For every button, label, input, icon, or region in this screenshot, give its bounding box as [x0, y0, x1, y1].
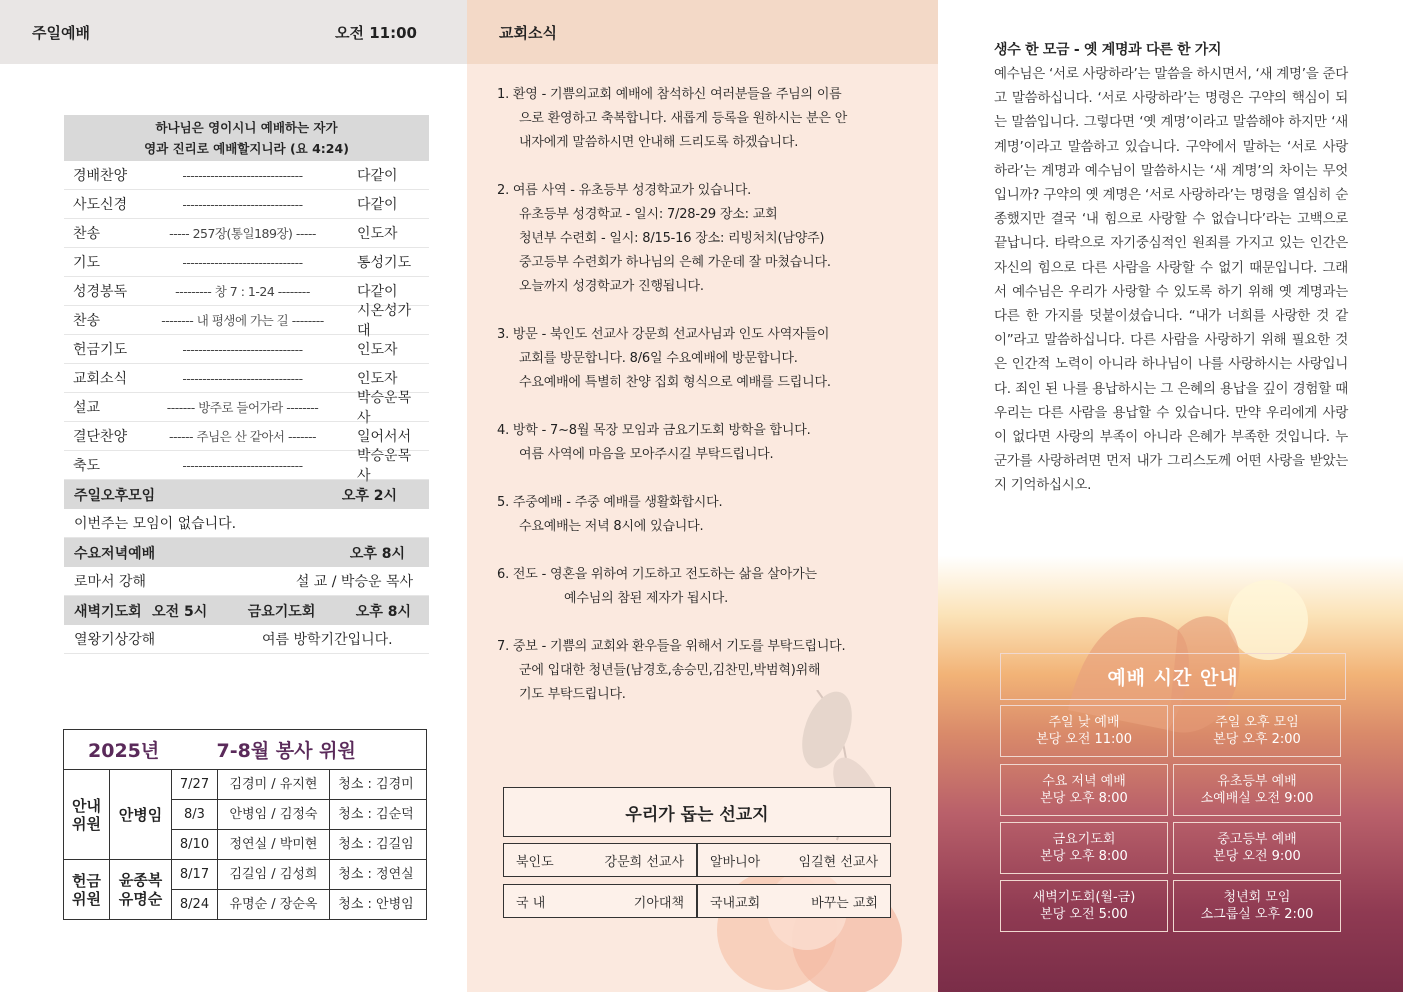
order-item-name: 교회소식 — [73, 371, 128, 387]
church-news-title: 교회소식 — [499, 23, 557, 42]
schedule-item — [1000, 880, 1168, 932]
afternoon-meeting-note-text: 이번주는 모임이 없습니다. — [74, 516, 237, 532]
worship-order-row — [64, 248, 429, 277]
order-item-detail: -------- 내 평생에 가는 길 -------- — [161, 313, 324, 328]
wednesday-worship-header — [64, 538, 429, 567]
order-item-detail: ------------------------------ — [182, 196, 303, 212]
mission-item — [697, 884, 891, 918]
news-item — [497, 563, 917, 611]
service-date: 8/3 — [172, 800, 218, 830]
essay-body: 예수님은 ‘서로 사랑하라’는 말씀을 하시면서, ‘새 계명’을 준다고 말씀하십니다. ‘서로 사랑하라’는 명령은 구약의 핵심이 되는 말씀입니다. 그렇다면 ‘옛 계명’이라고 말씀해야 하지만 ‘새 계명’이라고 말씀하고 있습니다. 구약에서 말하는 ‘서로 사랑하라’는 계명과 예수님이 말씀하시는 ‘새 계명’의 차이는 무엇입니까? 구약의 옛 계명은 ‘서로 사랑하라’는 명령을 열심히 순종했지만 결국 ‘내 힘으로 사랑할 수 없습니다’라는 고백으로 끝납니다. 타락으로 자기중심적인 원죄를 가지고 있는 인간은 자신의 힘으로 다른 사람을 사랑할 수 없기 때문입니다. 그래서 예수님은 우리가 사랑할 수 있도록 하기 위해 옛 계명과는 다른 한 가지를 덧붙이셨습니다. “내가 너희를 사랑한 것 같이”라고 말씀하십니다. 다른 사람을 사랑하기 위해 필요한 것은 인간적 노력이 아니라 하나님이 나를 사랑하시는 사랑입니다. 죄인 된 나를 용납하시는 그 은혜의 용납을 깊이 경험할 때 우리는 다른 사람을 용납할 수 있습니다. 만약 우리에게 사랑이 없다면 사랑의 부족이 아니라 은혜가 부족한 것입니다. 누군가를 사랑하려면 먼저 내가 그리스도께 어떤 사랑을 받았는지 기억하십시오. — [994, 66, 1348, 494]
order-item-name: 성경봉독 — [73, 284, 128, 300]
mission-partner: 기아대책 — [633, 895, 684, 911]
offering-committee-names: 윤종복 유명순 — [110, 860, 172, 920]
schedule-item — [1000, 764, 1168, 816]
order-item-leader: 다같이 — [357, 168, 398, 184]
schedule-item-time: 소예배실 오전 9:00 — [1200, 791, 1314, 806]
verse-line-2: 영과 진리로 예배할지니라 (요 4:24) — [144, 141, 349, 156]
table-row — [218, 860, 427, 890]
service-date: 8/10 — [172, 830, 218, 860]
news-line: 6. 전도 - 영혼을 위하여 기도하고 전도하는 삶을 살아가는 — [497, 567, 817, 582]
news-item — [497, 323, 917, 395]
afternoon-meeting-note — [64, 509, 429, 538]
service-cleaning: 청소 : 정연실 — [338, 867, 414, 882]
order-item-name: 사도신경 — [73, 197, 128, 213]
wednesday-sermon-series: 로마서 강해 — [74, 574, 147, 590]
dawn-prayer-header — [64, 596, 429, 625]
service-cleaning: 청소 : 김길임 — [338, 837, 414, 852]
schedule-item-name: 유초등부 예배 — [1217, 774, 1297, 789]
church-news-list — [497, 83, 917, 731]
afternoon-meeting-title: 주일오후모임 — [74, 487, 156, 504]
schedule-item-time: 본당 오전 5:00 — [1040, 907, 1128, 922]
essay-section — [994, 38, 1348, 498]
afternoon-meeting-header — [64, 480, 429, 509]
order-item-name: 설교 — [73, 400, 101, 416]
schedule-item-time: 본당 오후 8:00 — [1040, 849, 1128, 864]
order-item-leader: 다같이 — [357, 284, 398, 300]
order-item-detail: ------ 주님은 산 같아서 ------- — [168, 429, 317, 444]
news-item — [497, 491, 917, 539]
news-line: 4. 방학 - 7~8월 목장 모임과 금요기도회 방학을 합니다. — [497, 423, 811, 438]
verse-box — [64, 115, 429, 161]
flower-illustration — [697, 690, 938, 992]
sunday-worship-header — [0, 0, 467, 64]
service-date: 7/27 — [172, 770, 218, 800]
missions-title: 우리가 돕는 선교지 — [625, 804, 769, 825]
service-title: 7-8월 봉사 위원 — [216, 740, 356, 762]
schedule-item-time: 소그룹실 오후 2:00 — [1200, 907, 1314, 922]
table-row — [218, 890, 427, 920]
news-line: 1. 환영 - 기쁨의교회 예배에 참석하신 여러분들을 주님의 이름 — [497, 87, 842, 102]
order-item-leader: 통성기도 — [357, 255, 412, 271]
left-panel — [0, 0, 467, 992]
guide-committee-label: 안내 위원 — [64, 770, 110, 860]
news-line: 2. 여름 사역 - 유초등부 성경학교가 있습니다. — [497, 183, 752, 198]
service-date: 8/24 — [172, 890, 218, 920]
mission-partner: 임길현 선교사 — [798, 854, 878, 870]
wednesday-preacher: 설 교 / 박승운 목사 — [295, 574, 413, 590]
news-line: 예수님의 참된 제자가 됩시다. — [564, 591, 729, 606]
dawn-prayer-row — [64, 625, 429, 654]
worship-order-row — [64, 448, 429, 484]
news-line: 7. 중보 - 기쁨의 교회와 환우들을 위해서 기도를 부탁드립니다. — [497, 639, 846, 654]
mission-partner: 강문희 선교사 — [604, 854, 684, 870]
verse-line-1: 하나님은 영이시니 예배하는 자가 — [155, 120, 338, 135]
service-cleaning: 청소 : 김경미 — [338, 777, 414, 792]
dawn-prayer-note: 여름 방학기간입니다. — [262, 632, 393, 648]
news-line: 청년부 수련회 - 일시: 8/15-16 장소: 리빙처치(남양주) — [519, 231, 825, 246]
order-item-leader: 다같이 — [357, 197, 398, 213]
worship-order-row — [64, 161, 429, 190]
news-line: 수요예배에 특별히 찬양 집회 형식으로 예배를 드립니다. — [519, 375, 831, 390]
service-year: 2025년 — [88, 740, 160, 762]
schedule-item — [1000, 705, 1168, 757]
guide-committee-name: 안병임 — [110, 770, 172, 860]
schedule-item-name: 새벽기도회(월-금) — [1032, 890, 1136, 905]
order-item-name: 축도 — [73, 458, 101, 474]
friday-prayer-time: 오후 8시 — [355, 603, 411, 620]
wednesday-worship-title: 수요저녁예배 — [74, 545, 156, 562]
schedule-item-time: 본당 오후 8:00 — [1040, 791, 1128, 806]
news-line: 으로 환영하고 축복합니다. 새롭게 등록을 원하시는 분은 안 — [519, 111, 848, 126]
order-item-name: 결단찬양 — [73, 429, 128, 445]
worship-order-row — [64, 335, 429, 364]
order-item-detail: ------------------------------ — [182, 370, 303, 386]
news-line: 교회를 방문합니다. 8/6일 수요예배에 방문합니다. — [519, 351, 798, 366]
schedule-item — [1173, 705, 1341, 757]
schedule-item — [1000, 822, 1168, 874]
mission-item — [503, 843, 697, 877]
worship-order-row — [64, 303, 429, 339]
schedule-item-name: 주일 낮 예배 — [1048, 715, 1120, 730]
news-line: 3. 방문 - 북인도 선교사 강문희 선교사님과 인도 사역자들이 — [497, 327, 830, 342]
news-line: 오늘까지 성경학교가 진행됩니다. — [519, 279, 704, 294]
order-item-name: 찬송 — [73, 226, 101, 242]
schedule-item-time: 본당 오전 9:00 — [1213, 849, 1301, 864]
mission-partner: 바꾸는 교회 — [811, 895, 878, 911]
order-item-leader: 일어서서 — [357, 429, 412, 445]
news-line: 중고등부 수련회가 하나님의 은혜 가운데 잘 마쳤습니다. — [519, 255, 831, 270]
order-item-detail: ----- 257장(통일189장) ----- — [169, 226, 316, 241]
service-pair: 유명순 / 장순옥 — [218, 890, 330, 919]
schedule-item-time: 본당 오후 2:00 — [1213, 732, 1301, 747]
friday-prayer-title: 금요기도회 — [247, 603, 316, 620]
news-item — [497, 179, 917, 299]
table-row — [218, 830, 427, 860]
worship-order-list — [64, 161, 429, 484]
schedule-title: 예배 시간 안내 — [1107, 667, 1239, 689]
wednesday-worship-time: 오후 8시 — [349, 545, 405, 562]
news-line: 군에 입대한 청년들(남경호,송승민,김찬민,박범혁)위해 — [519, 663, 821, 678]
service-date: 8/17 — [172, 860, 218, 890]
table-row — [218, 770, 427, 800]
mission-region: 알바니아 — [710, 854, 761, 870]
order-item-name: 경배찬양 — [73, 168, 128, 184]
dawn-sermon-series: 열왕기상강해 — [74, 632, 156, 648]
church-news-header — [467, 0, 938, 64]
order-item-detail: ------------------------------ — [182, 254, 303, 270]
service-pair: 김길임 / 김성희 — [218, 860, 330, 889]
news-line: 기도 부탁드립니다. — [519, 687, 626, 702]
worship-order-row — [64, 390, 429, 426]
wednesday-worship-row — [64, 567, 429, 596]
table-row — [218, 800, 427, 830]
order-item-name: 헌금기도 — [73, 342, 128, 358]
schedule-item-name: 주일 오후 모임 — [1215, 715, 1299, 730]
order-item-detail: ------------------------------ — [182, 341, 303, 357]
news-item — [497, 419, 917, 467]
mission-region: 국내교회 — [710, 895, 761, 911]
order-item-leader: 박승운목사 — [357, 390, 412, 426]
mission-region: 국 내 — [516, 895, 546, 911]
order-item-leader: 시온성가대 — [357, 303, 412, 339]
news-line: 5. 주중예배 - 주중 예배를 생활화합시다. — [497, 495, 723, 510]
news-line: 여름 사역에 마음을 모아주시길 부탁드립니다. — [519, 447, 774, 462]
order-item-leader: 인도자 — [357, 371, 398, 387]
service-pair: 김경미 / 유지현 — [218, 770, 330, 799]
news-line: 내자에게 말씀하시면 안내해 드리도록 하겠습니다. — [519, 135, 799, 150]
dawn-prayer-time: 오전 5시 — [152, 603, 208, 620]
service-committee-table — [63, 729, 427, 920]
mission-item — [503, 884, 697, 918]
service-committee-title — [64, 730, 427, 770]
order-item-detail: ------------------------------ — [182, 457, 303, 473]
schedule-title-box — [1000, 653, 1346, 700]
worship-order-table — [64, 115, 429, 654]
schedule-item-name: 금요기도회 — [1052, 832, 1116, 847]
schedule-item — [1173, 822, 1341, 874]
schedule-item-name: 중고등부 예배 — [1217, 832, 1297, 847]
schedule-item — [1173, 764, 1341, 816]
news-line: 수요예배는 저녁 8시에 있습니다. — [519, 519, 704, 534]
mission-item — [697, 843, 891, 877]
order-item-detail: ------------------------------ — [182, 167, 303, 183]
afternoon-meeting-time: 오후 2시 — [341, 487, 397, 504]
schedule-item-name: 수요 저녁 예배 — [1042, 774, 1126, 789]
order-item-leader: 박승운목사 — [357, 448, 412, 484]
service-pair: 정연실 / 박미현 — [218, 830, 330, 859]
order-item-leader: 인도자 — [357, 226, 398, 242]
order-item-leader: 인도자 — [357, 342, 398, 358]
service-cleaning: 청소 : 안병임 — [338, 897, 414, 912]
worship-order-row — [64, 219, 429, 248]
schedule-item-name: 청년회 모임 — [1223, 890, 1291, 905]
dawn-prayer-title: 새벽기도회 — [74, 603, 142, 620]
missions-title-box — [503, 787, 891, 837]
mission-region: 북인도 — [516, 854, 554, 870]
service-pair: 안병임 / 김정숙 — [218, 800, 330, 829]
offering-committee-label: 헌금 위원 — [64, 860, 110, 920]
order-item-name: 기도 — [73, 255, 101, 271]
sunday-worship-title: 주일예배 — [32, 23, 90, 42]
news-item — [497, 83, 917, 155]
order-item-name: 찬송 — [73, 313, 101, 329]
worship-order-row — [64, 190, 429, 219]
order-item-detail: --------- 창 7 : 1-24 -------- — [175, 284, 310, 299]
schedule-item — [1173, 880, 1341, 932]
sunday-worship-time: 오전 11:00 — [335, 23, 417, 42]
schedule-item-time: 본당 오전 11:00 — [1036, 732, 1132, 747]
news-item — [497, 635, 917, 707]
order-item-detail: ------- 방주로 들어가라 -------- — [166, 400, 319, 415]
essay-title: 생수 한 모금 - 옛 계명과 다른 한 가지 — [994, 42, 1222, 58]
service-cleaning: 청소 : 김순덕 — [338, 807, 414, 822]
news-line: 유초등부 성경학교 - 일시: 7/28-29 장소: 교회 — [519, 207, 778, 222]
